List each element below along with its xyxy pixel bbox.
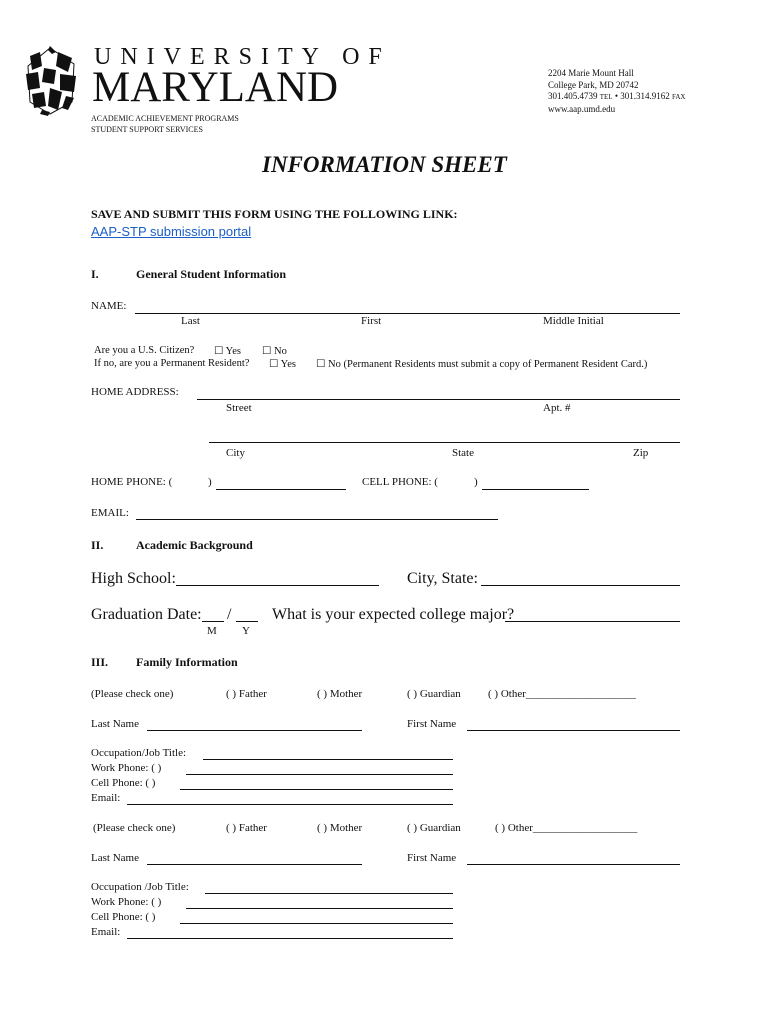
parent-2-cell-phone-label: Cell Phone: ( ) bbox=[91, 911, 156, 923]
fax-label: FAX bbox=[671, 93, 686, 101]
dept-line-1: ACADEMIC ACHIEVEMENT PROGRAMS bbox=[91, 114, 239, 123]
citizen-no-checkbox[interactable]: ☐ No bbox=[262, 346, 287, 357]
parent-1-last-name-label: Last Name bbox=[91, 718, 139, 730]
parent-1-check-label: (Please check one) bbox=[91, 688, 174, 700]
section-2-number: II. bbox=[91, 538, 104, 552]
section-1-number: I. bbox=[91, 267, 99, 281]
name-field[interactable] bbox=[135, 313, 680, 314]
resident-no-checkbox[interactable]: ☐ No (Permanent Residents must submit a copy of Permanent Resident Card.) bbox=[316, 359, 648, 370]
section-3-heading: Family Information bbox=[136, 655, 238, 669]
logo-university-of: UNIVERSITY OF bbox=[94, 44, 391, 70]
website: www.aap.umd.edu bbox=[548, 103, 616, 114]
graduation-year-caption: Y bbox=[242, 625, 250, 637]
contact-block bbox=[548, 68, 685, 115]
parent-1-other-option[interactable]: ( ) Other____________________ bbox=[488, 688, 636, 700]
parent-2-father-option[interactable]: ( ) Father bbox=[226, 822, 267, 834]
high-school-field[interactable] bbox=[176, 585, 379, 586]
dept-line-2: STUDENT SUPPORT SERVICES bbox=[91, 125, 203, 134]
citizen-yes-label: Yes bbox=[225, 346, 241, 357]
address-line-1: 2204 Marie Mount Hall bbox=[548, 68, 634, 78]
name-first-caption: First bbox=[361, 315, 382, 327]
parent-2-other-option[interactable]: ( ) Other___________________ bbox=[495, 822, 638, 834]
citizen-no-label: No bbox=[274, 346, 287, 357]
high-school-label: High School: bbox=[91, 570, 176, 587]
parent-1-cell-phone-field[interactable] bbox=[180, 789, 453, 790]
parent-2-work-phone-field[interactable] bbox=[186, 908, 453, 909]
state-caption: State bbox=[452, 447, 474, 459]
name-middle-caption: Middle Initial bbox=[543, 315, 604, 327]
logo-maryland: MARYLAND bbox=[92, 64, 339, 111]
parent-1-occupation-field[interactable] bbox=[203, 759, 453, 760]
city-state-zip-field[interactable] bbox=[209, 442, 680, 443]
parent-2-email-label: Email: bbox=[91, 926, 121, 938]
resident-no-label: No (Permanent Residents must submit a copy of Permanent Resident Card.) bbox=[328, 359, 648, 370]
graduation-month-field[interactable] bbox=[202, 621, 224, 622]
email-label: EMAIL: bbox=[91, 507, 129, 519]
citizen-yes-checkbox[interactable]: ☐ Yes bbox=[214, 346, 241, 357]
cell-phone-field[interactable] bbox=[482, 489, 589, 490]
parent-1-email-label: Email: bbox=[91, 792, 121, 804]
school-city-state-label: City, State: bbox=[407, 570, 478, 587]
graduation-year-field[interactable] bbox=[236, 621, 258, 622]
graduation-month-caption: M bbox=[207, 625, 217, 637]
phone-line bbox=[548, 91, 685, 104]
street-field[interactable] bbox=[197, 399, 680, 400]
city-caption: City bbox=[226, 447, 245, 459]
tel-label: TEL bbox=[599, 93, 613, 101]
parent-1-occupation-label: Occupation/Job Title: bbox=[91, 747, 187, 759]
home-phone-close: ) bbox=[208, 476, 212, 488]
apt-caption: Apt. # bbox=[543, 402, 571, 414]
parent-2-email-field[interactable] bbox=[127, 938, 453, 939]
parent-1-email-field[interactable] bbox=[127, 804, 453, 805]
graduation-date-label: Graduation Date: bbox=[91, 606, 202, 623]
parent-1-mother-option[interactable]: ( ) Mother bbox=[317, 688, 363, 700]
name-last-caption: Last bbox=[181, 315, 200, 327]
parent-2-occupation-label: Occupation /Job Title: bbox=[91, 881, 189, 893]
home-phone-field[interactable] bbox=[216, 489, 346, 490]
graduation-slash: / bbox=[227, 606, 232, 623]
name-label: NAME: bbox=[91, 300, 127, 312]
parent-2-mother-option[interactable]: ( ) Mother bbox=[317, 822, 363, 834]
college-major-field[interactable] bbox=[505, 621, 680, 622]
phone-tel: 301.405.4739 bbox=[548, 91, 598, 101]
address-line-2: College Park, MD 20742 bbox=[548, 79, 639, 90]
home-phone-label: HOME PHONE: ( bbox=[91, 476, 173, 488]
email-field[interactable] bbox=[136, 519, 498, 520]
zip-caption: Zip bbox=[633, 447, 649, 459]
parent-1-father-option[interactable]: ( ) Father bbox=[226, 688, 267, 700]
parent-1-work-phone-field[interactable] bbox=[186, 774, 453, 775]
phone-fax: • 301.314.9162 bbox=[614, 91, 670, 101]
section-2-heading: Academic Background bbox=[136, 538, 253, 552]
parent-2-cell-phone-field[interactable] bbox=[180, 923, 453, 924]
parent-1-work-phone-label: Work Phone: ( ) bbox=[91, 762, 162, 774]
parent-1-guardian-option[interactable]: ( ) Guardian bbox=[407, 688, 461, 700]
resident-yes-label: Yes bbox=[280, 359, 296, 370]
parent-2-guardian-option[interactable]: ( ) Guardian bbox=[407, 822, 461, 834]
parent-2-last-name-label: Last Name bbox=[91, 852, 139, 864]
parent-2-check-label: (Please check one) bbox=[93, 822, 176, 834]
page-title: INFORMATION SHEET bbox=[262, 152, 507, 177]
parent-2-first-name-field[interactable] bbox=[467, 864, 680, 865]
parent-2-last-name-field[interactable] bbox=[147, 864, 362, 865]
submit-instruction: SAVE AND SUBMIT THIS FORM USING THE FOLLOWING LINK: bbox=[91, 207, 458, 221]
parent-1-first-name-field[interactable] bbox=[467, 730, 680, 731]
parent-2-work-phone-label: Work Phone: ( ) bbox=[91, 896, 162, 908]
school-city-state-field[interactable] bbox=[481, 585, 680, 586]
university-seal-logo bbox=[22, 44, 80, 116]
college-major-label: What is your expected college major? bbox=[272, 606, 515, 623]
cell-phone-close: ) bbox=[474, 476, 478, 488]
parent-1-first-name-label: First Name bbox=[407, 718, 457, 730]
parent-1-last-name-field[interactable] bbox=[147, 730, 362, 731]
section-1-heading: General Student Information bbox=[136, 267, 286, 281]
section-3-number: III. bbox=[91, 655, 109, 669]
submission-portal-link[interactable]: AAP-STP submission portal bbox=[91, 224, 252, 239]
cell-phone-label: CELL PHONE: ( bbox=[362, 476, 438, 488]
parent-2-first-name-label: First Name bbox=[407, 852, 457, 864]
resident-question: If no, are you a Permanent Resident? bbox=[94, 358, 250, 369]
street-caption: Street bbox=[226, 402, 252, 414]
parent-1-cell-phone-label: Cell Phone: ( ) bbox=[91, 777, 156, 789]
parent-2-occupation-field[interactable] bbox=[205, 893, 453, 894]
citizen-question: Are you a U.S. Citizen? bbox=[94, 345, 195, 356]
resident-yes-checkbox[interactable]: ☐ Yes bbox=[269, 359, 296, 370]
home-address-label: HOME ADDRESS: bbox=[91, 386, 179, 398]
